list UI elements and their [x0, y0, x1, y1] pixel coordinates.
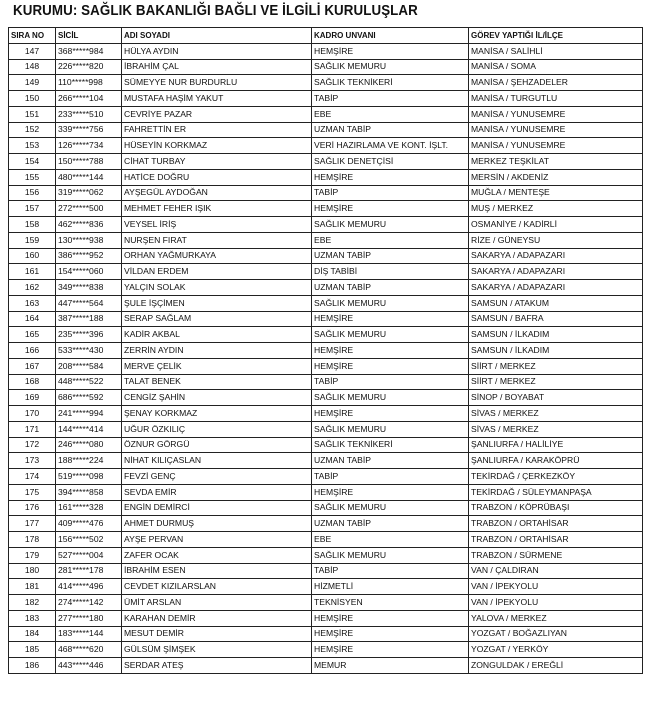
name-cell: KADİR AKBAL — [122, 327, 312, 343]
table-row — [9, 626, 643, 642]
table-row — [9, 43, 643, 59]
sicil-cell: 281*****178 — [56, 563, 122, 579]
sira-no-cell: 185 — [9, 642, 56, 658]
title-cell: TABİP — [312, 374, 469, 390]
name-cell: CEVRİYE PAZAR — [122, 106, 312, 122]
sira-no-cell: 164 — [9, 311, 56, 327]
name-cell: İBRAHİM ESEN — [122, 563, 312, 579]
title-cell: UZMAN TABİP — [312, 280, 469, 296]
location-cell: RİZE / GÜNEYSU — [469, 232, 643, 248]
sira-no-cell: 147 — [9, 43, 56, 59]
title-cell: HEMŞİRE — [312, 642, 469, 658]
sira-no-cell: 167 — [9, 358, 56, 374]
title-cell: TABİP — [312, 563, 469, 579]
sira-no-cell: 168 — [9, 374, 56, 390]
location-cell: MANİSA / ŞEHZADELER — [469, 75, 643, 91]
title-cell: SAĞLIK MEMURU — [312, 59, 469, 75]
location-cell: TRABZON / ORTAHİSAR — [469, 532, 643, 548]
location-cell: VAN / İPEKYOLU — [469, 579, 643, 595]
name-cell: CİHAT TURBAY — [122, 154, 312, 170]
sicil-cell: 154*****060 — [56, 264, 122, 280]
title-cell: EBE — [312, 106, 469, 122]
name-cell: MUSTAFA HAŞİM YAKUT — [122, 91, 312, 107]
name-cell: ÖZNUR GÖRGÜ — [122, 437, 312, 453]
name-cell: HATİCE DOĞRU — [122, 169, 312, 185]
title-cell: UZMAN TABİP — [312, 122, 469, 138]
sicil-cell: 272*****500 — [56, 201, 122, 217]
sicil-cell: 519*****098 — [56, 469, 122, 485]
sicil-cell: 386*****952 — [56, 248, 122, 264]
table-row — [9, 106, 643, 122]
table-row — [9, 280, 643, 296]
sicil-cell: 394*****858 — [56, 484, 122, 500]
title-cell: SAĞLIK TEKNİKERİ — [312, 437, 469, 453]
header-sicil: SİCİL — [56, 28, 122, 44]
title-cell: VERİ HAZIRLAMA VE KONT. İŞLT. — [312, 138, 469, 154]
location-cell: SİVAS / MERKEZ — [469, 421, 643, 437]
sira-no-cell: 171 — [9, 421, 56, 437]
sira-no-cell: 161 — [9, 264, 56, 280]
table-row — [9, 484, 643, 500]
title-cell: SAĞLIK MEMURU — [312, 500, 469, 516]
sira-no-cell: 181 — [9, 579, 56, 595]
sira-no-cell: 179 — [9, 547, 56, 563]
sicil-cell: 246*****080 — [56, 437, 122, 453]
table-row — [9, 500, 643, 516]
table-row — [9, 232, 643, 248]
title-cell: UZMAN TABİP — [312, 248, 469, 264]
table-row — [9, 264, 643, 280]
title-cell: HEMŞİRE — [312, 343, 469, 359]
header-adi-soyadi: ADI SOYADI — [122, 28, 312, 44]
name-cell: ENGİN DEMİRCİ — [122, 500, 312, 516]
title-cell: HEMŞİRE — [312, 169, 469, 185]
sicil-cell: 156*****502 — [56, 532, 122, 548]
title-cell: TABİP — [312, 185, 469, 201]
location-cell: YOZGAT / BOĞAZLIYAN — [469, 626, 643, 642]
name-cell: ORHAN YAĞMURKAYA — [122, 248, 312, 264]
name-cell: MEHMET FEHER IŞIK — [122, 201, 312, 217]
sicil-cell: 533*****430 — [56, 343, 122, 359]
sicil-cell: 447*****564 — [56, 295, 122, 311]
name-cell: CEVDET KIZILARSLAN — [122, 579, 312, 595]
table-row — [9, 59, 643, 75]
table-row — [9, 390, 643, 406]
sira-no-cell: 158 — [9, 217, 56, 233]
location-cell: SAKARYA / ADAPAZARI — [469, 248, 643, 264]
table-row — [9, 248, 643, 264]
title-cell: HEMŞİRE — [312, 406, 469, 422]
sira-no-cell: 186 — [9, 658, 56, 674]
title-cell: EBE — [312, 532, 469, 548]
location-cell: VAN / İPEKYOLU — [469, 595, 643, 611]
personnel-table — [8, 27, 643, 674]
table-row — [9, 532, 643, 548]
location-cell: MANİSA / SALİHLİ — [469, 43, 643, 59]
title-cell: SAĞLIK MEMURU — [312, 217, 469, 233]
location-cell: MANİSA / YUNUSEMRE — [469, 122, 643, 138]
title-cell: HEMŞİRE — [312, 311, 469, 327]
table-row — [9, 91, 643, 107]
table-row — [9, 516, 643, 532]
title-cell: HEMŞİRE — [312, 358, 469, 374]
sicil-cell: 277*****180 — [56, 610, 122, 626]
sira-no-cell: 149 — [9, 75, 56, 91]
sira-no-cell: 183 — [9, 610, 56, 626]
sicil-cell: 462*****836 — [56, 217, 122, 233]
sicil-cell: 468*****620 — [56, 642, 122, 658]
title-cell: HEMŞİRE — [312, 43, 469, 59]
location-cell: MANİSA / YUNUSEMRE — [469, 138, 643, 154]
sicil-cell: 387*****188 — [56, 311, 122, 327]
sira-no-cell: 151 — [9, 106, 56, 122]
name-cell: FAHRETTİN ER — [122, 122, 312, 138]
location-cell: SAKARYA / ADAPAZARI — [469, 280, 643, 296]
header-kadro-unvani: KADRO UNVANI — [312, 28, 469, 44]
table-row — [9, 563, 643, 579]
table-row — [9, 154, 643, 170]
location-cell: OSMANİYE / KADİRLİ — [469, 217, 643, 233]
table-row — [9, 374, 643, 390]
sicil-cell: 130*****938 — [56, 232, 122, 248]
sira-no-cell: 176 — [9, 500, 56, 516]
title-cell: UZMAN TABİP — [312, 453, 469, 469]
location-cell: VAN / ÇALDIRAN — [469, 563, 643, 579]
sira-no-cell: 178 — [9, 532, 56, 548]
sicil-cell: 188*****224 — [56, 453, 122, 469]
sicil-cell: 126*****734 — [56, 138, 122, 154]
location-cell: ŞANLIURFA / HALİLİYE — [469, 437, 643, 453]
sicil-cell: 686*****592 — [56, 390, 122, 406]
location-cell: SİVAS / MERKEZ — [469, 406, 643, 422]
table-row — [9, 642, 643, 658]
location-cell: TRABZON / SÜRMENE — [469, 547, 643, 563]
name-cell: UĞUR ÖZKILIÇ — [122, 421, 312, 437]
sira-no-cell: 166 — [9, 343, 56, 359]
location-cell: SAMSUN / BAFRA — [469, 311, 643, 327]
name-cell: CENGİZ ŞAHİN — [122, 390, 312, 406]
location-cell: MERKEZ TEŞKİLAT — [469, 154, 643, 170]
sira-no-cell: 150 — [9, 91, 56, 107]
location-cell: SİİRT / MERKEZ — [469, 358, 643, 374]
table-row — [9, 122, 643, 138]
sira-no-cell: 175 — [9, 484, 56, 500]
location-cell: ZONGULDAK / EREĞLİ — [469, 658, 643, 674]
sira-no-cell: 156 — [9, 185, 56, 201]
name-cell: ZERRİN AYDIN — [122, 343, 312, 359]
title-cell: UZMAN TABİP — [312, 516, 469, 532]
sira-no-cell: 155 — [9, 169, 56, 185]
name-cell: AYŞE PERVAN — [122, 532, 312, 548]
sicil-cell: 414*****496 — [56, 579, 122, 595]
sicil-cell: 150*****788 — [56, 154, 122, 170]
sira-no-cell: 174 — [9, 469, 56, 485]
name-cell: AHMET DURMUŞ — [122, 516, 312, 532]
sira-no-cell: 148 — [9, 59, 56, 75]
name-cell: ŞULE İŞÇİMEN — [122, 295, 312, 311]
name-cell: VEYSEL İRİŞ — [122, 217, 312, 233]
sicil-cell: 226*****820 — [56, 59, 122, 75]
title-cell: SAĞLIK MEMURU — [312, 390, 469, 406]
location-cell: SAMSUN / ATAKUM — [469, 295, 643, 311]
name-cell: YALÇIN SOLAK — [122, 280, 312, 296]
table-row — [9, 437, 643, 453]
name-cell: SERAP SAĞLAM — [122, 311, 312, 327]
title-cell: SAĞLIK DENETÇİSİ — [312, 154, 469, 170]
sira-no-cell: 159 — [9, 232, 56, 248]
table-body — [9, 43, 643, 673]
title-cell: TABİP — [312, 469, 469, 485]
name-cell: SERDAR ATEŞ — [122, 658, 312, 674]
name-cell: MESUT DEMİR — [122, 626, 312, 642]
location-cell: YALOVA / MERKEZ — [469, 610, 643, 626]
sira-no-cell: 172 — [9, 437, 56, 453]
location-cell: MERSİN / AKDENİZ — [469, 169, 643, 185]
name-cell: ZAFER OCAK — [122, 547, 312, 563]
sira-no-cell: 152 — [9, 122, 56, 138]
name-cell: SEVDA EMİR — [122, 484, 312, 500]
sira-no-cell: 169 — [9, 390, 56, 406]
sira-no-cell: 153 — [9, 138, 56, 154]
sicil-cell: 110*****998 — [56, 75, 122, 91]
table-row — [9, 547, 643, 563]
table-row — [9, 201, 643, 217]
location-cell: YOZGAT / YERKÖY — [469, 642, 643, 658]
table-row — [9, 217, 643, 233]
location-cell: MUĞLA / MENTEŞE — [469, 185, 643, 201]
sira-no-cell: 163 — [9, 295, 56, 311]
title-cell: TEKNİSYEN — [312, 595, 469, 611]
table-row — [9, 610, 643, 626]
name-cell: NİHAT KILIÇASLAN — [122, 453, 312, 469]
table-header-row — [9, 28, 643, 44]
name-cell: SÜMEYYE NUR BURDURLU — [122, 75, 312, 91]
sira-no-cell: 157 — [9, 201, 56, 217]
sira-no-cell: 154 — [9, 154, 56, 170]
name-cell: KARAHAN DEMİR — [122, 610, 312, 626]
sicil-cell: 233*****510 — [56, 106, 122, 122]
sicil-cell: 235*****396 — [56, 327, 122, 343]
sicil-cell: 409*****476 — [56, 516, 122, 532]
location-cell: ŞANLIURFA / KARAKÖPRÜ — [469, 453, 643, 469]
sicil-cell: 183*****144 — [56, 626, 122, 642]
name-cell: MERVE ÇELİK — [122, 358, 312, 374]
title-cell: HEMŞİRE — [312, 626, 469, 642]
location-cell: TEKİRDAĞ / ÇERKEZKÖY — [469, 469, 643, 485]
sicil-cell: 349*****838 — [56, 280, 122, 296]
sira-no-cell: 184 — [9, 626, 56, 642]
table-row — [9, 327, 643, 343]
sicil-cell: 448*****522 — [56, 374, 122, 390]
sira-no-cell: 160 — [9, 248, 56, 264]
name-cell: ÜMİT ARSLAN — [122, 595, 312, 611]
name-cell: AYŞEGÜL AYDOĞAN — [122, 185, 312, 201]
sicil-cell: 319*****062 — [56, 185, 122, 201]
table-row — [9, 185, 643, 201]
location-cell: TRABZON / ORTAHİSAR — [469, 516, 643, 532]
sira-no-cell: 180 — [9, 563, 56, 579]
name-cell: GÜLSÜM ŞİMŞEK — [122, 642, 312, 658]
sira-no-cell: 162 — [9, 280, 56, 296]
sicil-cell: 527*****004 — [56, 547, 122, 563]
name-cell: HÜSEYİN KORKMAZ — [122, 138, 312, 154]
location-cell: TRABZON / KÖPRÜBAŞI — [469, 500, 643, 516]
title-cell: SAĞLIK MEMURU — [312, 547, 469, 563]
table-row — [9, 295, 643, 311]
sira-no-cell: 177 — [9, 516, 56, 532]
location-cell: SAMSUN / İLKADIM — [469, 343, 643, 359]
sicil-cell: 339*****756 — [56, 122, 122, 138]
title-cell: DİŞ TABİBİ — [312, 264, 469, 280]
title-cell: HİZMETLİ — [312, 579, 469, 595]
title-cell: SAĞLIK MEMURU — [312, 327, 469, 343]
page-title: KURUMU: SAĞLIK BAKANLIĞI BAĞLI VE İLGİLİ KURULUŞLAR — [13, 3, 418, 19]
location-cell: MANİSA / YUNUSEMRE — [469, 106, 643, 122]
sicil-cell: 241*****994 — [56, 406, 122, 422]
sicil-cell: 443*****446 — [56, 658, 122, 674]
location-cell: SİİRT / MERKEZ — [469, 374, 643, 390]
table-row — [9, 579, 643, 595]
table-row — [9, 595, 643, 611]
table-row — [9, 658, 643, 674]
name-cell: HÜLYA AYDIN — [122, 43, 312, 59]
location-cell: MUŞ / MERKEZ — [469, 201, 643, 217]
title-cell: HEMŞİRE — [312, 201, 469, 217]
table-row — [9, 138, 643, 154]
name-cell: ŞENAY KORKMAZ — [122, 406, 312, 422]
location-cell: SAMSUN / İLKADIM — [469, 327, 643, 343]
table-row — [9, 311, 643, 327]
name-cell: VİLDAN ERDEM — [122, 264, 312, 280]
name-cell: TALAT BENEK — [122, 374, 312, 390]
title-cell: HEMŞİRE — [312, 484, 469, 500]
table-row — [9, 453, 643, 469]
sicil-cell: 208*****584 — [56, 358, 122, 374]
title-cell: SAĞLIK TEKNİKERİ — [312, 75, 469, 91]
sicil-cell: 161*****328 — [56, 500, 122, 516]
sira-no-cell: 170 — [9, 406, 56, 422]
sira-no-cell: 182 — [9, 595, 56, 611]
table-row — [9, 75, 643, 91]
table-row — [9, 469, 643, 485]
sicil-cell: 480*****144 — [56, 169, 122, 185]
table-row — [9, 169, 643, 185]
sicil-cell: 144*****414 — [56, 421, 122, 437]
location-cell: MANİSA / SOMA — [469, 59, 643, 75]
location-cell: SİNOP / BOYABAT — [469, 390, 643, 406]
table-row — [9, 343, 643, 359]
name-cell: İBRAHİM ÇAL — [122, 59, 312, 75]
sira-no-cell: 173 — [9, 453, 56, 469]
header-sira-no: SIRA NO — [9, 28, 56, 44]
title-cell: EBE — [312, 232, 469, 248]
name-cell: FEVZİ GENÇ — [122, 469, 312, 485]
title-cell: HEMŞİRE — [312, 610, 469, 626]
location-cell: TEKİRDAĞ / SÜLEYMANPAŞA — [469, 484, 643, 500]
sira-no-cell: 165 — [9, 327, 56, 343]
table-row — [9, 406, 643, 422]
sicil-cell: 368*****984 — [56, 43, 122, 59]
table-row — [9, 421, 643, 437]
table-row — [9, 358, 643, 374]
sicil-cell: 266*****104 — [56, 91, 122, 107]
title-cell: MEMUR — [312, 658, 469, 674]
title-cell: SAĞLIK MEMURU — [312, 295, 469, 311]
header-gorev-yeri: GÖREV YAPTIĞI İL/İLÇE — [469, 28, 643, 44]
name-cell: NURŞEN FIRAT — [122, 232, 312, 248]
title-cell: SAĞLIK MEMURU — [312, 421, 469, 437]
location-cell: SAKARYA / ADAPAZARI — [469, 264, 643, 280]
title-cell: TABİP — [312, 91, 469, 107]
location-cell: MANİSA / TURGUTLU — [469, 91, 643, 107]
sicil-cell: 274*****142 — [56, 595, 122, 611]
